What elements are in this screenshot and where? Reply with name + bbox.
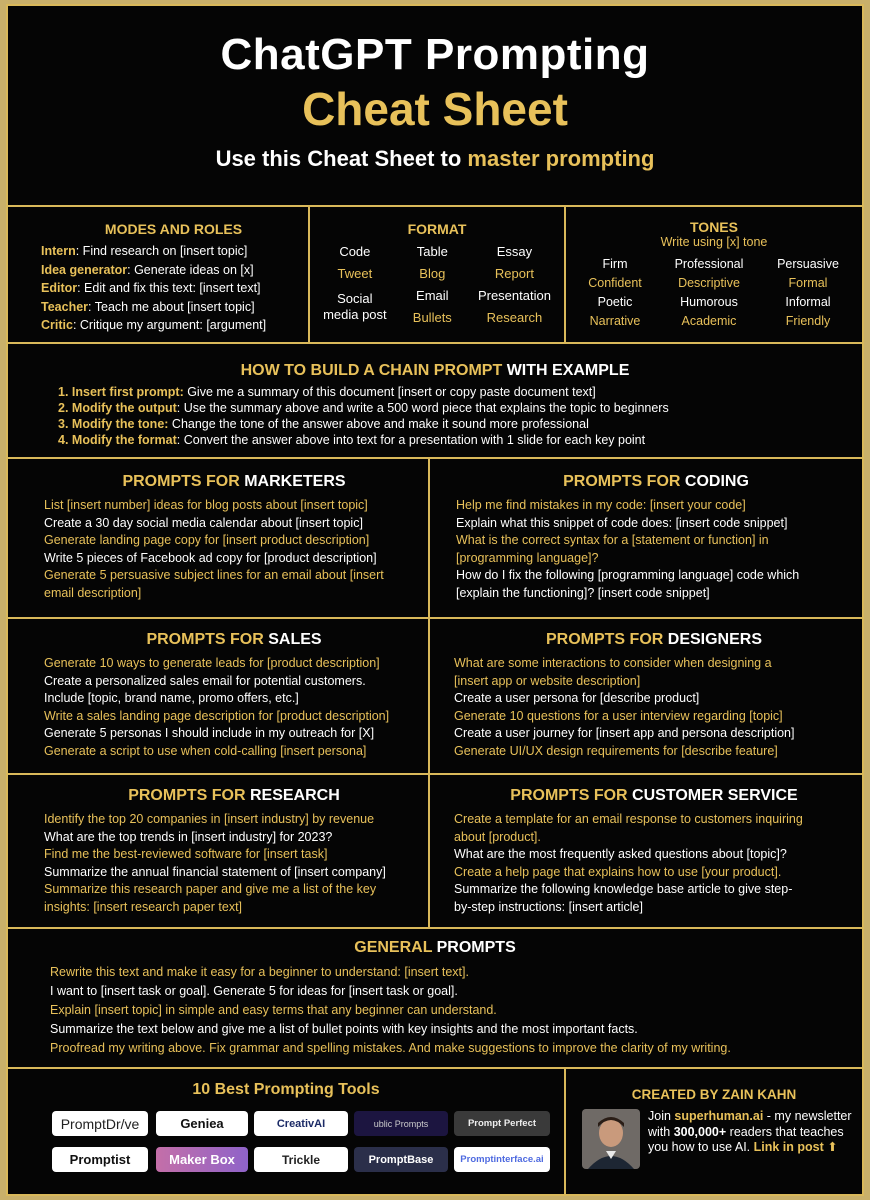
prompt-line: How do I fix the following [programming language] code which [456,568,800,582]
general-prompts-section [8,929,862,1069]
prompt-line: Include [topic, brand name, promo offers, etc.] [44,691,299,705]
tone-item: Humorous [680,295,738,309]
tone-item: Firm [602,257,628,271]
prompt-line: Create a template for an email response to customers inquiring [454,812,803,826]
tone-item: Academic [681,314,737,328]
designers-prompts [454,631,854,760]
step-text: Give me a summary of this document [insert or copy paste document text] [183,385,596,399]
chain-title: HOW TO BUILD A CHAIN PROMPT WITH EXAMPLE [240,362,630,379]
tool-logo[interactable]: Geniea [156,1111,248,1136]
designers-title: PROMPTS FOR DESIGNERS [545,631,763,648]
marketers-title: PROMPTS FOR MARKETERS [122,473,346,490]
chain-step [58,384,862,400]
mode-item [41,261,306,280]
format-column [478,241,551,329]
tone-item: Confident [588,276,642,290]
prompt-line: What are the most frequently asked questions about [topic]? [454,847,787,861]
tone-item: Professional [674,257,744,271]
format-item: Presentation [477,288,551,303]
format-item: Email [416,288,449,303]
format-column [413,241,452,329]
modes-format-tones-row [8,207,862,344]
format-column [323,241,387,329]
format-item: Blog [419,266,446,281]
tone-item: Poetic [597,295,633,309]
coding-prompts [456,473,856,602]
general-line: Rewrite this text and make it easy for a beginner to understand: [insert text]. [50,965,469,979]
tool-logo[interactable]: PromptBase [354,1147,448,1172]
format-item: Code [339,244,371,259]
prompt-line: Create a help page that explains how to use [your product]. [454,864,782,879]
research-title: PROMPTS FOR RESEARCH [128,787,340,804]
general-line: Explain [insert topic] in simple and easy terms that any beginner can understand. [50,1003,497,1017]
mode-item [41,279,306,298]
mode-role: Teacher [41,299,89,314]
arrow-up-icon: ⬆ [827,1140,838,1154]
sales-prompts [44,631,424,760]
prompt-line: Generate 5 personas I should include in my outreach for [X] [44,726,375,740]
newsletter-link[interactable]: superhuman.ai [674,1109,764,1123]
prompt-line: email description] [44,585,142,600]
prompt-line: Find me the best-reviewed software for [insert task] [44,847,328,861]
tool-logo[interactable]: Prompt Perfect [454,1111,550,1136]
format-section [310,221,564,329]
prompt-line: Generate 10 ways to generate leads for [product description] [44,656,380,670]
prompt-line: Generate 5 persuasive subject lines for an email about [insert [44,568,384,582]
prompt-line: What are the top trends in [insert industry] for 2023? [44,829,333,844]
creator-blurb: Join superhuman.ai - my newsletter with 300,000+ readers that teaches you how to use AI. Link in post ⬆ [648,1109,852,1154]
prompt-line: Write a sales landing page description for [product description] [44,708,390,723]
prompt-line: insights: [insert research paper text] [44,899,243,914]
creator-title: CREATED BY ZAIN KAHN [631,1087,797,1102]
step-label: Insert first prompt: [71,385,184,399]
page-title-highlight: Cheat Sheet [302,83,568,135]
tool-logo[interactable]: Promptinterface.ai [454,1147,550,1172]
general-line: Proofread my writing above. Fix grammar and spelling mistakes. And make suggestions to improve the clarity of my writing. [50,1041,731,1055]
tool-logo[interactable]: Maker Box [156,1147,248,1172]
format-item: media post [323,307,387,322]
mode-item [41,316,306,335]
mode-item [41,298,306,317]
tones-section [566,219,862,331]
mode-text: : Generate ideas on [x] [127,262,254,277]
prompt-line: Help me find mistakes in my code: [insert your code] [456,498,746,512]
prompt-line: [programming language]? [456,550,599,565]
tone-item: Descriptive [678,276,740,290]
step-label: Modify the format [71,433,177,447]
chain-step [58,416,862,432]
tool-logo[interactable]: Promptist [52,1147,148,1172]
tone-item: Formal [788,276,828,290]
prompt-line: about [product]. [454,829,541,844]
marketers-prompts [44,473,424,602]
coding-title: PROMPTS FOR CODING [563,473,749,490]
step-label: Modify the tone: [71,417,169,431]
prompt-line: Create a user journey for [insert app and persona description] [454,726,795,740]
mode-item [41,242,306,261]
prompt-line: Generate landing page copy for [insert product description] [44,533,370,547]
mode-role: Intern [41,244,76,258]
page-title: ChatGPT Prompting [220,30,650,79]
mode-role: Idea generator [41,262,128,277]
prompt-line: Summarize the annual financial statement of [insert company] [44,864,386,879]
prompt-line: by-step instructions: [insert article] [454,899,643,914]
format-title: FORMAT [407,221,467,237]
step-number: 1. [58,385,69,399]
chain-step [58,432,862,448]
sales-title: PROMPTS FOR SALES [146,631,322,648]
mode-role: Critic [41,318,73,332]
format-item: Bullets [412,310,452,325]
tone-item: Persuasive [777,257,839,271]
modes-and-roles [41,221,306,335]
tones-subtitle: Write using [x] tone [660,235,768,249]
general-title: GENERAL PROMPTS [354,939,516,956]
format-item: Essay [496,244,533,259]
tool-logo[interactable]: ublic Prompts [354,1111,448,1136]
prompt-line: Summarize this research paper and give me a list of the key [44,882,377,896]
format-item: Tweet [337,266,373,281]
customer-title: PROMPTS FOR CUSTOMER SERVICE [510,787,798,804]
creator-box [566,1069,862,1194]
step-label: Modify the output [71,401,177,415]
format-item: Table [416,244,448,259]
format-item: Report [494,266,534,281]
mode-role: Editor [41,281,78,295]
page-subtitle: Use this Cheat Sheet to master prompting [215,146,655,171]
prompts-row-1 [8,459,862,619]
tones-title: TONES [690,219,738,235]
avatar [582,1109,640,1169]
mode-text: : Edit and fix this text: [insert text] [77,281,261,295]
general-line: Summarize the text below and give me a list of bullet points with key insights and the most important facts. [50,1022,638,1036]
cheat-sheet [6,4,864,1196]
prompts-row-2 [8,619,862,775]
research-prompts [44,787,424,916]
tools-title: 10 Best Prompting Tools [192,1081,380,1098]
prompt-line: Create a personalized sales email for potential customers. [44,673,366,688]
prompt-line: Identify the top 20 companies in [insert industry] by revenue [44,812,375,826]
mode-text: : Find research on [insert topic] [75,244,248,258]
tone-item: Narrative [589,314,641,328]
prompt-line: [explain the functioning]? [insert code snippet] [456,585,710,600]
customer-prompts [454,787,854,916]
tone-item: Friendly [785,314,831,328]
step-text: Change the tone of the answer above and make it sound more professional [168,417,589,431]
prompt-line: Create a 30 day social media calendar about [insert topic] [44,515,363,530]
prompt-line: What are some interactions to consider when designing a [454,656,772,670]
header [8,6,862,207]
step-number: 3. [58,417,69,431]
chain-step [58,400,862,416]
chain-prompt-section [8,344,862,459]
prompt-line: [insert app or website description] [454,673,641,688]
post-link[interactable]: Link in post [753,1140,824,1154]
tone-item: Informal [785,295,831,309]
mode-text: : Critique my argument: [argument] [72,318,267,332]
prompt-line: Generate UI/UX design requirements for [describe feature] [454,743,778,758]
prompt-line: What is the correct syntax for a [statement or function] in [456,533,769,547]
step-text: : Convert the answer above into text for a presentation with 1 slide for each key point [176,433,646,447]
tool-logo[interactable]: Trickle [254,1147,348,1172]
prompt-line: Generate 10 questions for a user interview regarding [topic] [454,708,783,723]
prompt-line: Generate a script to use when cold-calling [insert persona] [44,743,367,758]
tool-logo[interactable]: PromptDr/ve [52,1111,148,1136]
format-item: Research [486,310,543,325]
step-number: 4. [58,433,69,447]
prompt-line: List [insert number] ideas for blog posts about [insert topic] [44,498,368,512]
tool-logo[interactable]: CreativAI [254,1111,348,1136]
mode-text: : Teach me about [insert topic] [88,299,255,314]
footer [8,1069,862,1194]
general-line: I want to [insert task or goal]. Generate 5 for ideas for [insert task or goal]. [50,984,458,998]
step-text: : Use the summary above and write a 500 word piece that explains the topic to beginners [176,401,669,415]
format-item: Social [337,291,373,306]
step-number: 2. [58,401,69,415]
prompt-line: Summarize the following knowledge base article to give step- [454,882,793,896]
prompt-line: Write 5 pieces of Facebook ad copy for [product description] [44,550,377,565]
prompt-line: Create a user persona for [describe product] [454,691,700,705]
prompts-row-3 [8,775,862,929]
modes-title: MODES AND ROLES [104,221,243,237]
prompt-line: Explain what this snippet of code does: [insert code snippet] [456,515,788,530]
